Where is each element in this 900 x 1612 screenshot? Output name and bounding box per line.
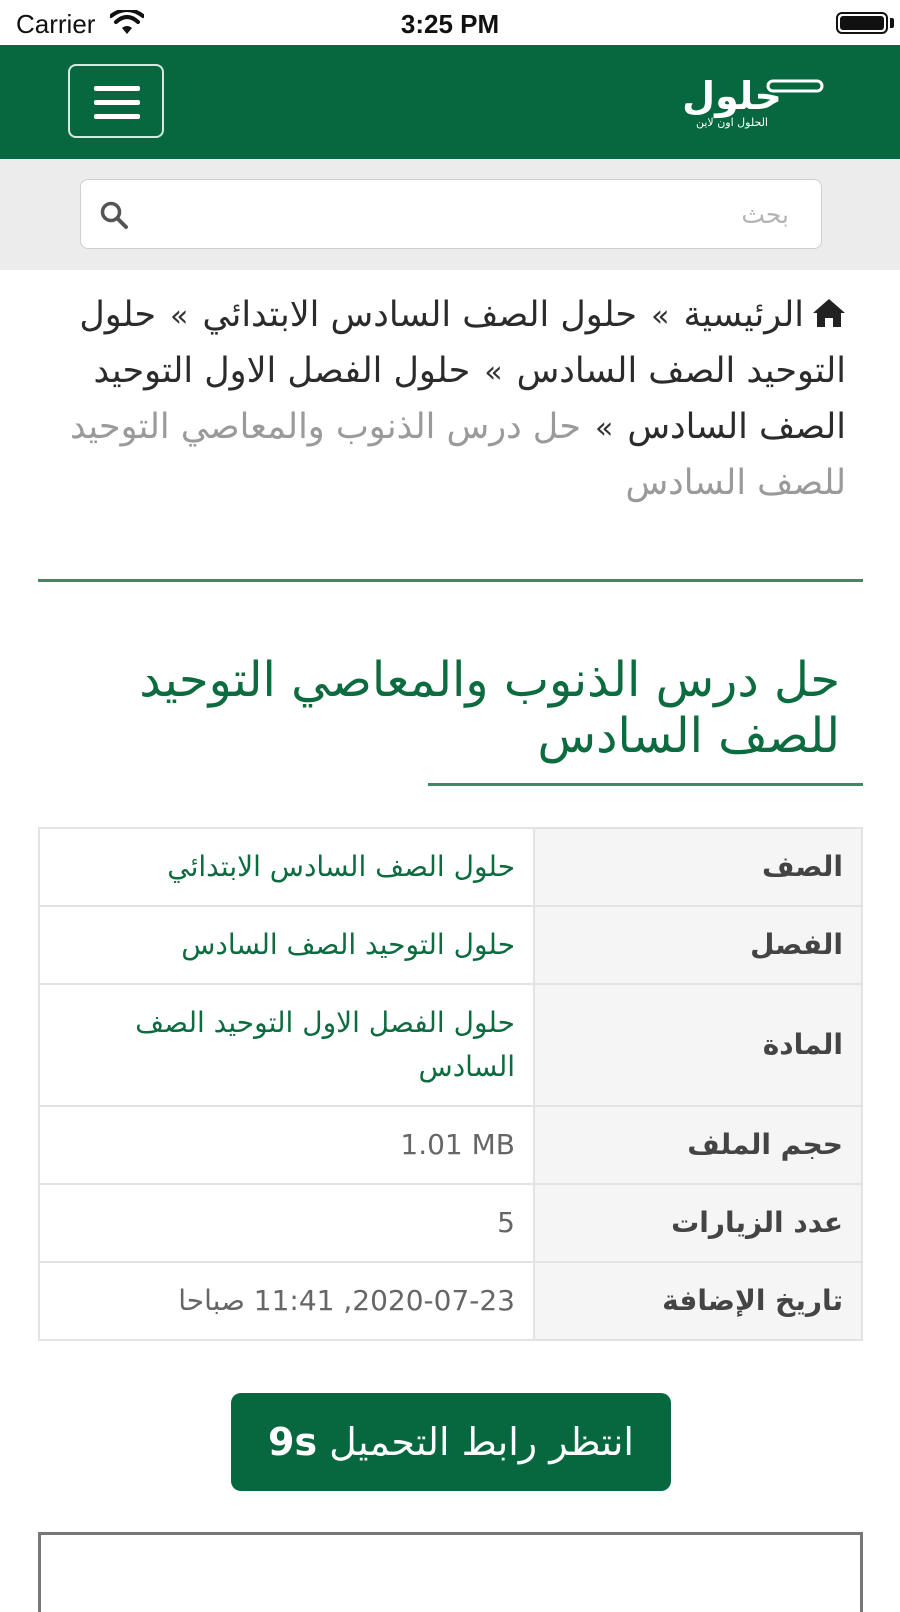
page-title: حل درس الذنوب والمعاصي التوحيد للصف السادس <box>139 652 840 764</box>
download-link-button[interactable] <box>231 1393 671 1491</box>
breadcrumb-separator: » <box>170 299 189 334</box>
table-row <box>39 828 862 906</box>
info-table <box>38 827 863 1341</box>
table-row <box>39 1106 862 1184</box>
visits-count-value: 5 <box>39 1184 534 1262</box>
content-frame <box>38 1532 863 1612</box>
date-added-value: 2020-07-23, 11:41 صباحا <box>39 1262 534 1340</box>
app-header <box>0 45 900 159</box>
table-row <box>39 984 862 1106</box>
search-icon[interactable] <box>99 200 129 230</box>
file-size-value: 1.01 MB <box>39 1106 534 1184</box>
title-underline <box>428 783 863 786</box>
status-bar <box>0 0 900 45</box>
hamburger-icon-line <box>94 114 140 119</box>
row-label: الفصل <box>534 906 862 984</box>
search-bar-area <box>0 159 900 270</box>
row-label: حجم الملف <box>534 1106 862 1184</box>
breadcrumb-separator: » <box>484 355 503 390</box>
breadcrumb-current: حل درس الذنوب والمعاصي التوحيد للصف السادس <box>70 407 846 503</box>
battery-icon <box>836 12 888 34</box>
search-input[interactable] <box>141 180 801 248</box>
table-row <box>39 906 862 984</box>
countdown-timer: 9s <box>268 1420 318 1464</box>
battery-tip <box>890 18 894 28</box>
search-box <box>80 179 822 249</box>
breadcrumb-separator: » <box>651 299 670 334</box>
table-row <box>39 1262 862 1340</box>
breadcrumb-link-subject[interactable]: حلول التوحيد الصف السادس <box>79 295 846 391</box>
hamburger-icon <box>94 86 140 91</box>
row-label: الصف <box>534 828 862 906</box>
breadcrumb-home-link[interactable]: الرئيسية <box>683 295 804 335</box>
download-button-label: انتظر رابط التحميل <box>329 1420 634 1464</box>
breadcrumb-link-grade[interactable]: حلول الصف السادس الابتدائي <box>202 295 638 335</box>
table-row <box>39 1184 862 1262</box>
breadcrumb-link-term[interactable]: حلول الفصل الاول التوحيد الصف السادس <box>93 351 846 447</box>
row-label: تاريخ الإضافة <box>534 1262 862 1340</box>
menu-button[interactable] <box>68 64 164 138</box>
hamburger-icon-line <box>94 100 140 105</box>
subject-link[interactable]: حلول التوحيد الصف السادس <box>39 906 534 984</box>
site-logo[interactable] <box>660 71 830 131</box>
svg-text:الحلول اون لاين: الحلول اون لاين <box>696 116 768 129</box>
row-label: المادة <box>534 984 862 1106</box>
svg-text:حلول: حلول <box>682 74 782 118</box>
row-label: عدد الزيارات <box>534 1184 862 1262</box>
home-icon <box>812 297 846 329</box>
clock: 3:25 PM <box>400 9 500 39</box>
breadcrumb <box>40 288 846 510</box>
term-link[interactable]: حلول الفصل الاول التوحيد الصف السادس <box>39 984 534 1106</box>
divider <box>38 579 863 582</box>
grade-link[interactable]: حلول الصف السادس الابتدائي <box>39 828 534 906</box>
breadcrumb-separator: » <box>594 411 614 446</box>
carrier-label: Carrier <box>16 9 96 39</box>
